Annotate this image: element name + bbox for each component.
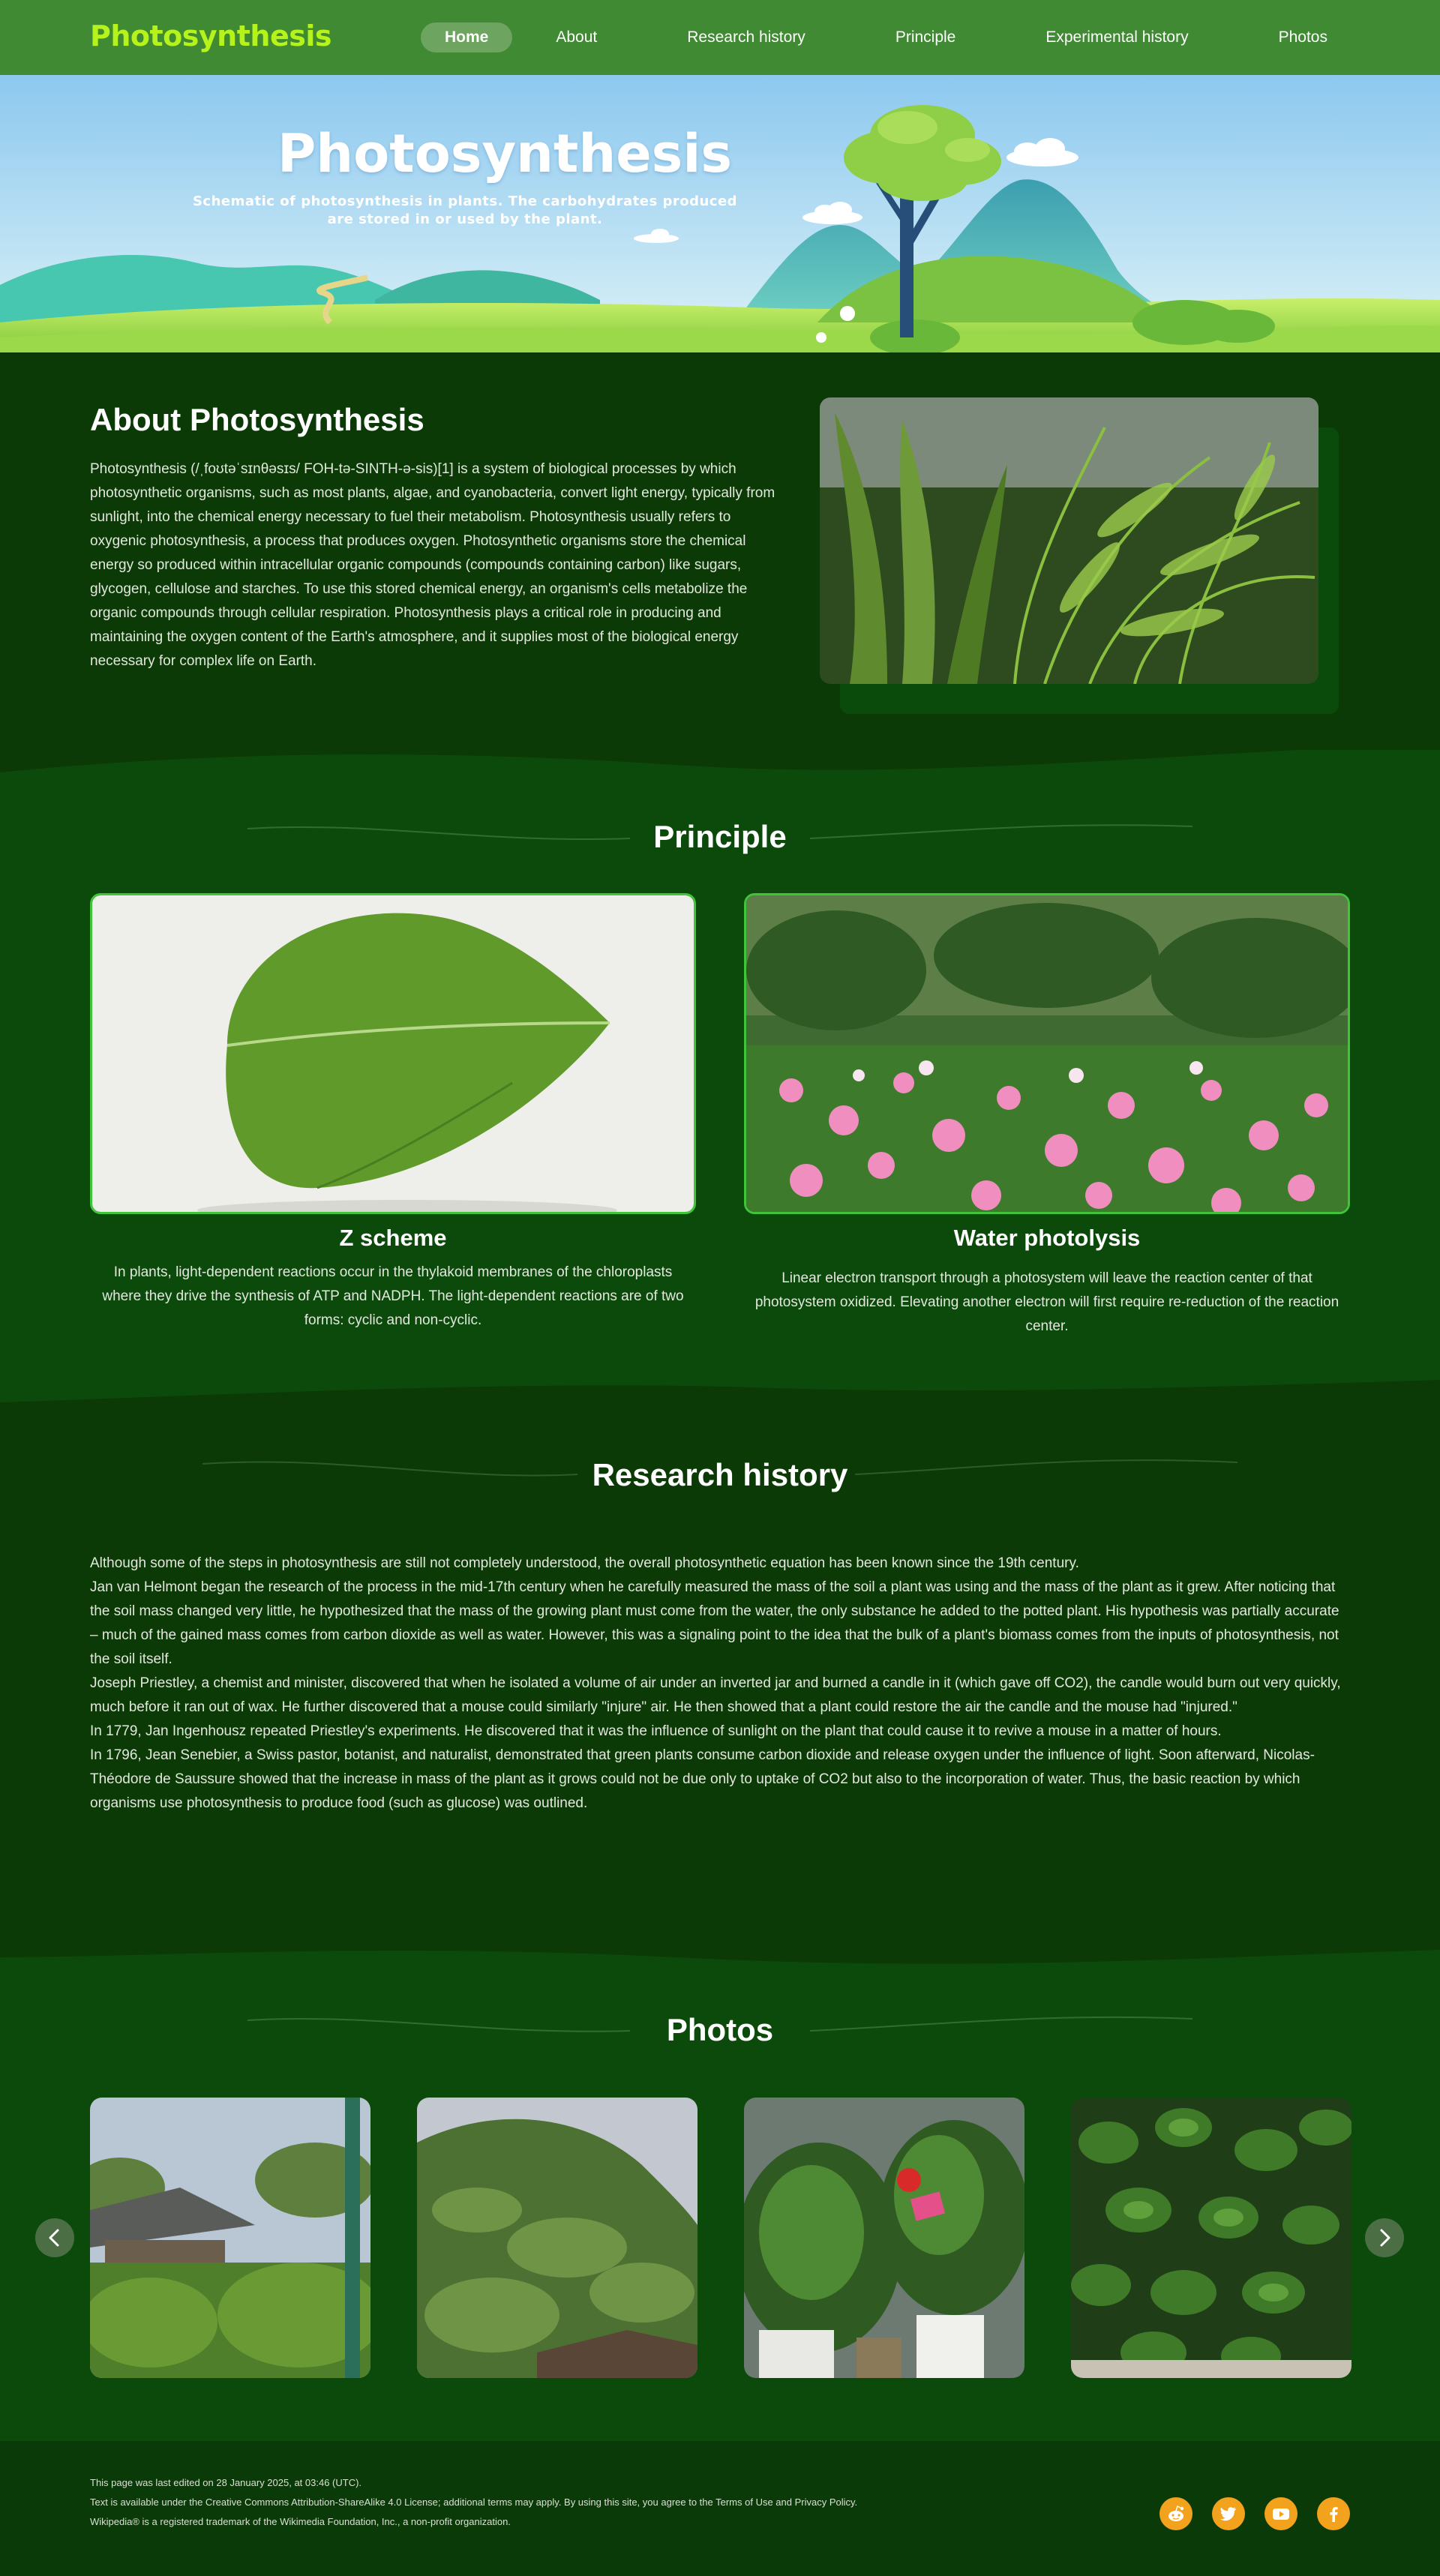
nav-item-principle[interactable]: Principle [895, 28, 956, 46]
principle-card-z-scheme [90, 893, 696, 1343]
about-section [0, 352, 1440, 772]
about-plant-image [820, 397, 1318, 684]
nav-item-about[interactable]: About [556, 28, 598, 46]
nav-item-photos[interactable]: Photos [1278, 28, 1328, 46]
z-scheme-text: In plants, light-dependent reactions occur in the thylakoid membranes of the chloroplasts where they drive the synthesis of ATP and NADPH. The light-dependent reactions are of two forms: cyclic and non-cyclic. [102, 1264, 684, 1328]
research-title: Research history [592, 1457, 848, 1492]
chevron-right-icon [1375, 2228, 1394, 2248]
garden-pavilion-photo[interactable] [90, 2098, 370, 2378]
nav-item-home[interactable]: Home [421, 22, 512, 52]
principle-section [0, 750, 1440, 1425]
leaf-image [90, 893, 696, 1214]
top-navbar [0, 0, 1440, 75]
research-text [90, 1552, 1350, 1816]
hero-title: Photosynthesis [278, 123, 733, 184]
carousel-next-button[interactable] [1365, 2218, 1404, 2257]
photos-title: Photos [666, 2012, 774, 2047]
carousel-prev-button[interactable] [35, 2218, 74, 2257]
principle-card-water-photolysis [744, 893, 1350, 1343]
nav-item-research-history[interactable]: Research history [687, 28, 806, 46]
flower-garden-image [744, 893, 1350, 1214]
hero-subtitle: Schematic of photosynthesis in plants. The carbohydrates produced are stored in or used by the plant. [192, 193, 738, 227]
facebook-button[interactable] [1317, 2497, 1350, 2530]
water-photolysis-text: Linear electron transport through a photosystem will leave the reaction center of that photosystem oxidized. Elevating another electron will first require re-reduction of the reaction center. [754, 1270, 1340, 1334]
reddit-icon [1166, 2503, 1186, 2524]
youtube-icon [1271, 2504, 1291, 2524]
footer-last-edited: This page was last edited on 28 January 2025, at 03:46 (UTC). [90, 2477, 362, 2488]
research-paragraph: In 1779, Jan Ingenhousz repeated Priestley's experiments. He discovered that it was the influence of sunlight on the plant that could cause it to revive a mouse in a matter of hours. [90, 1723, 1222, 1739]
about-text: Photosynthesis (/ˌfoʊtəˈsɪnθəsɪs/ FOH-tə-SINTH-ə-sis)[1] is a system of biological processes by which photosynthetic organisms, such as most plants, algae, and cyanobacteria, convert light energy, typically from sunlight, into the chemical energy necessary to fuel their metabolism. Photosynthesis usually refers to oxygenic photosynthesis, a process that produces oxygen. Photosynthetic organisms store the chemical energy so produced within intracellular organic compounds (compounds containing carbon) like sugars, glycogen, cellulose and starches. To use this stored chemical energy, an organism's cells metabolize the organic compounds through cellular respiration. Photosynthesis plays a critical role in producing and maintaining the oxygen content of the Earth's atmosphere, and it supplies most of the biological energy necessary for complex life on Earth. [90, 461, 776, 669]
reddit-button[interactable] [1160, 2497, 1192, 2530]
forested-hillside-photo[interactable] [417, 2098, 698, 2378]
twitter-icon [1219, 2504, 1238, 2524]
ivy-foliage-photo[interactable] [1071, 2098, 1352, 2378]
water-photolysis-title: Water photolysis [953, 1225, 1141, 1251]
footer-license: Text is available under the Creative Commons Attribution-ShareAlike 4.0 License; additional terms may apply. By using this site, you agree to the Terms of Use and Privacy Policy. [90, 2497, 858, 2508]
nav-item-experimental-history[interactable]: Experimental history [1046, 28, 1189, 46]
principle-title: Principle [653, 819, 787, 854]
site-logo[interactable]: Photosynthesis [90, 19, 332, 52]
nav-menu [421, 22, 1350, 52]
facebook-icon [1324, 2504, 1343, 2524]
research-paragraph: Jan van Helmont began the research of the process in the mid-17th century when he carefully measured the mass of the soil a plant was using and the mass of the plant as it grew. After noticing that the soil mass changed very little, he hypothesized that the mass of the growing plant must come from the water, the only substance he added to the potted plant. His hypothesis was partially accurate – much of the gained mass comes from carbon dioxide as well as water. However, this was a signaling point to the idea that the bulk of a plant's biomass comes from the inputs of photosynthesis, not the soil itself. [90, 1579, 1340, 1667]
about-title: About Photosynthesis [90, 402, 424, 437]
twitter-button[interactable] [1212, 2497, 1245, 2530]
research-paragraph: Joseph Priestley, a chemist and minister, discovered that when he isolated a volume of air under an inverted jar and burned a candle in it (which gave off CO2), the candle would burn out very quickly, much before it ran out of wax. He further discovered that a mouse could similarly "injure" air. He then showed that a plant could restore the air the candle and the mouse had "injured." [90, 1675, 1341, 1715]
z-scheme-title: Z scheme [339, 1225, 447, 1251]
hero-banner [0, 75, 1440, 352]
chevron-left-icon [45, 2228, 64, 2248]
potted-plants-photo[interactable] [744, 2098, 1024, 2378]
research-paragraph: Although some of the steps in photosynthesis are still not completely understood, the overall photosynthetic equation has been known since the 19th century. [90, 1555, 1079, 1571]
youtube-button[interactable] [1264, 2497, 1298, 2530]
research-paragraph: In 1796, Jean Senebier, a Swiss pastor, botanist, and naturalist, demonstrated that green plants consume carbon dioxide and release oxygen under the influence of light. Soon afterward, Nicolas-Théodore de Saussure showed that the increase in mass of the plant as it grows could not be due only to uptake of CO2 but also to the incorporation of water. Thus, the basic reaction by which organisms use photosynthesis to produce food (such as glucose) was outlined. [90, 1747, 1315, 1811]
footer-trademark: Wikipedia® is a registered trademark of the Wikimedia Foundation, Inc., a non-profit organization. [90, 2516, 511, 2527]
